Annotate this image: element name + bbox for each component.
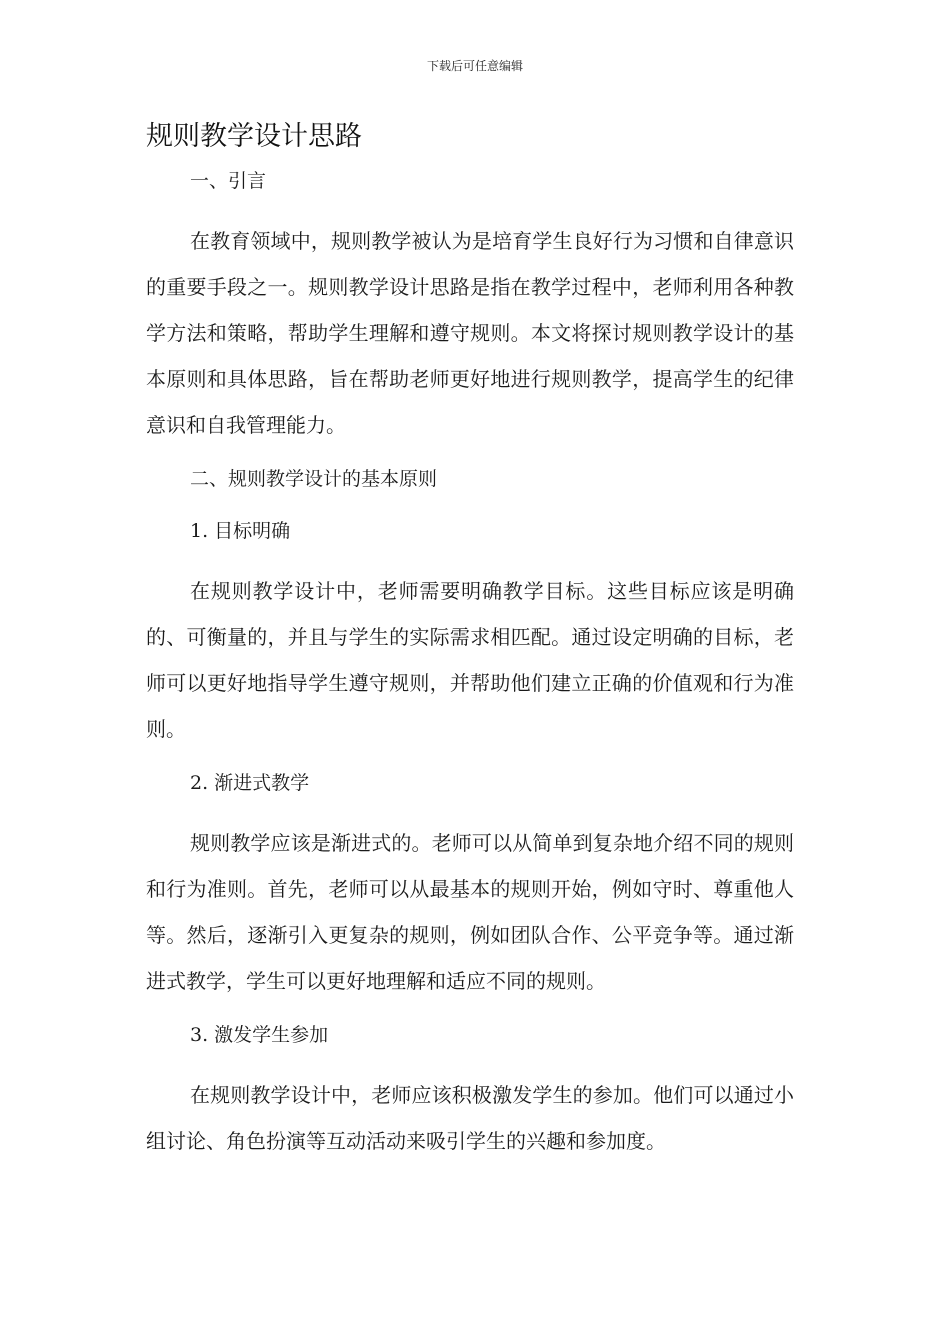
paragraph-introduction: 在教育领域中，规则教学被认为是培育学生良好行为习惯和自律意识的重要手段之一。规则教学设计思路是指在教学过程中，老师利用各种教学方法和策略，帮助学生理解和遵守规则。本文将探讨规则教学设计的基本原则和具体思路，旨在帮助老师更好地进行规则教学，提高学生的纪律意识和自我管理能力。 [146, 229, 794, 437]
document-body [146, 116, 794, 1180]
section-heading-introduction: 一、引言 [190, 170, 267, 192]
subheading-student-participation: 3. 激发学生参加 [190, 1024, 329, 1046]
header-note: 下载后可任意编辑 [426, 59, 523, 73]
paragraph-student-participation: 在规则教学设计中，老师应该积极激发学生的参加。他们可以通过小组讨论、角色扮演等互动活动来吸引学生的兴趣和参加度。 [146, 1083, 794, 1153]
section-heading-principles: 二、规则教学设计的基本原则 [190, 468, 438, 490]
paragraph-progressive-teaching: 规则教学应该是渐进式的。老师可以从简单到复杂地介绍不同的规则和行为准则。首先，老师可以从最基本的规则开始，例如守时、尊重他人等。然后，逐渐引入更复杂的规则，例如团队合作、公平竞争等。通过渐进式教学，学生可以更好地理解和适应不同的规则。 [146, 831, 794, 993]
subheading-clear-goals: 1. 目标明确 [190, 520, 291, 542]
paragraph-clear-goals: 在规则教学设计中，老师需要明确教学目标。这些目标应该是明确的、可衡量的，并且与学生的实际需求相匹配。通过设定明确的目标，老师可以更好地指导学生遵守规则，并帮助他们建立正确的价值观和行为准则。 [146, 579, 794, 741]
subheading-progressive-teaching: 2. 渐进式教学 [190, 772, 310, 794]
document-title: 规则教学设计思路 [146, 121, 362, 152]
